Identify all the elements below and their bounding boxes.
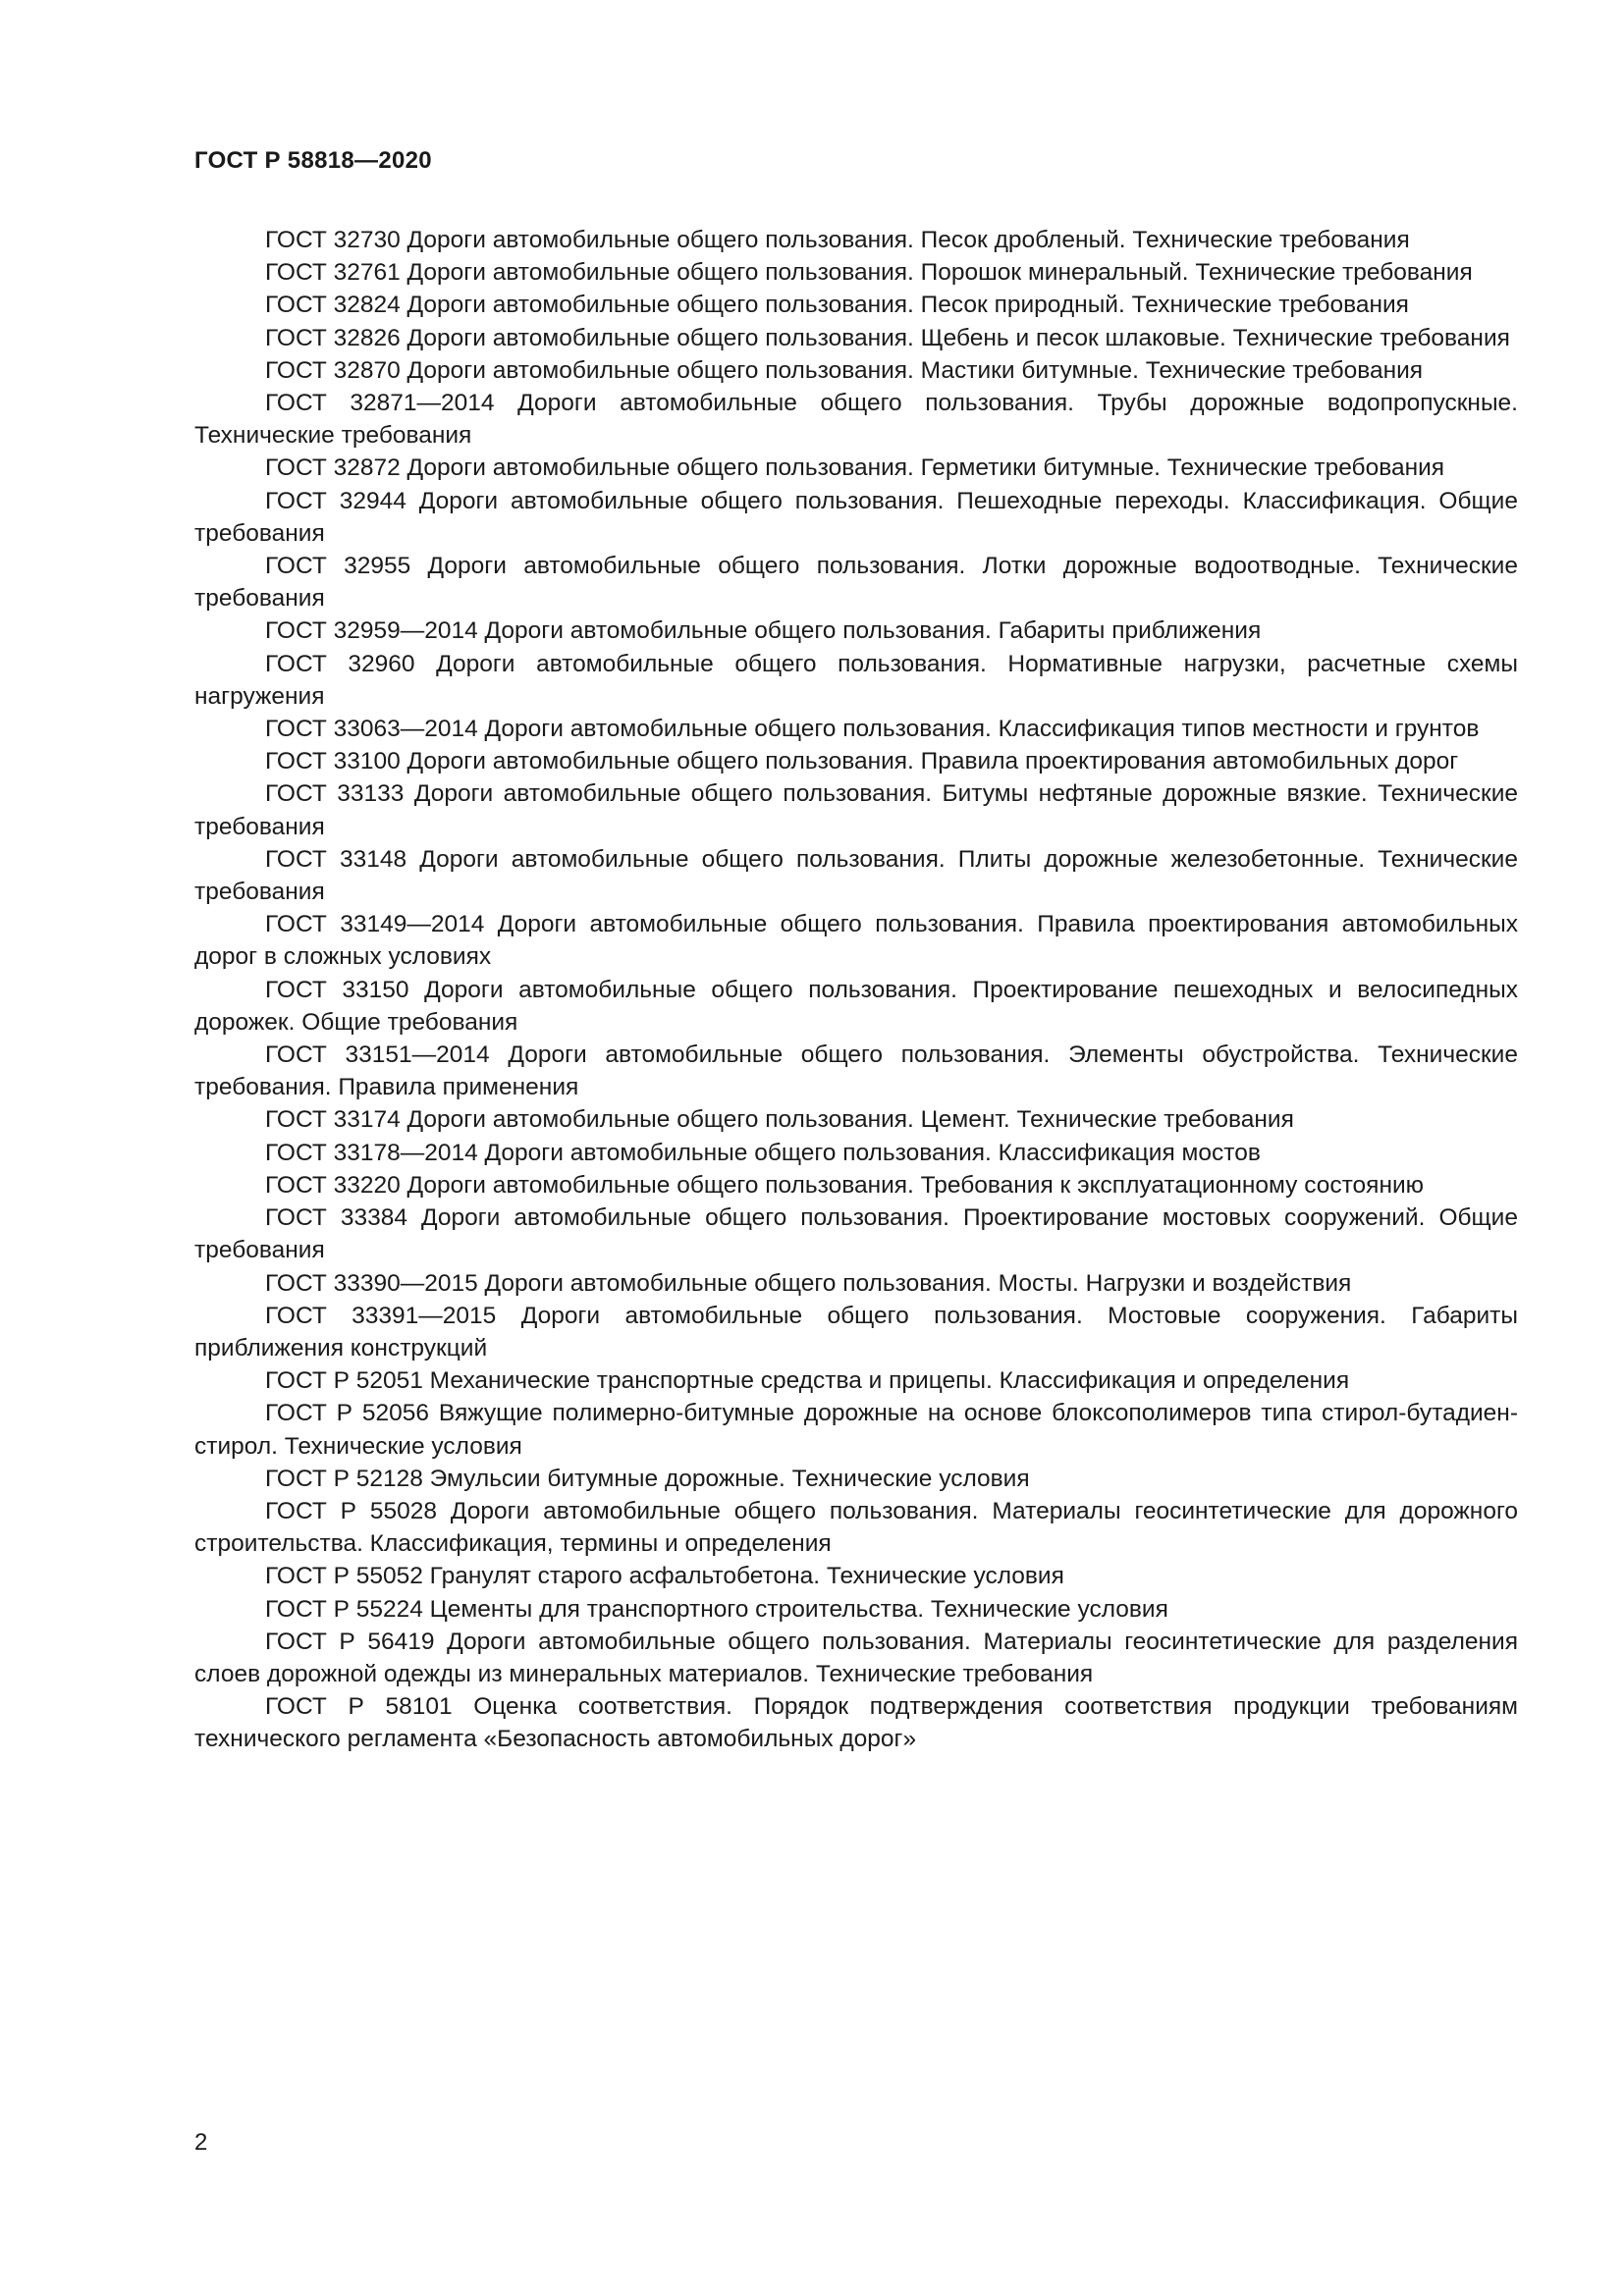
reference-item: ГОСТ 32960 Дороги автомобильные общего пользования. Нормативные нагрузки, расчетные схемы нагружения <box>194 650 1518 710</box>
reference-item: ГОСТ 33178—2014 Дороги автомобильные общего пользования. Классификация мостов <box>265 1139 1261 1166</box>
reference-item: ГОСТ 32959—2014 Дороги автомобильные общего пользования. Габариты приближения <box>265 617 1262 645</box>
reference-item: ГОСТ Р 56419 Дороги автомобильные общего пользования. Материалы геосинтетические для разделения слоев дорожной одежды из минеральных материалов. Технические требования <box>194 1628 1518 1687</box>
reference-item: ГОСТ 32955 Дороги автомобильные общего пользования. Лотки дорожные водоотводные. Технические требования <box>194 553 1518 613</box>
reference-item: ГОСТ 33174 Дороги автомобильные общего пользования. Цемент. Технические требования <box>265 1106 1294 1134</box>
normative-references-list <box>194 224 1518 1756</box>
reference-item: ГОСТ Р 55052 Гранулят старого асфальтобетона. Технические условия <box>265 1563 1064 1590</box>
reference-item: ГОСТ 33133 Дороги автомобильные общего пользования. Битумы нефтяные дорожные вязкие. Технические требования <box>194 780 1518 840</box>
reference-item: ГОСТ 32730 Дороги автомобильные общего пользования. Песок дробленый. Технические требования <box>265 227 1410 253</box>
reference-item: ГОСТ 33150 Дороги автомобильные общего пользования. Проектирование пешеходных и велосипедных дорожек. Общие требования <box>194 976 1518 1036</box>
reference-item: ГОСТ 33391—2015 Дороги автомобильные общего пользования. Мостовые сооружения. Габариты приближения конструкций <box>194 1302 1518 1362</box>
document-header: ГОСТ Р 58818—2020 <box>194 147 432 174</box>
reference-item: ГОСТ 32761 Дороги автомобильные общего пользования. Порошок минеральный. Технические требования <box>265 259 1473 287</box>
reference-item: ГОСТ 33151—2014 Дороги автомобильные общего пользования. Элементы обустройства. Технические требования. Правила применения <box>194 1041 1518 1101</box>
reference-item: ГОСТ Р 52056 Вяжущие полимерно-битумные дорожные на основе блоксополимеров типа стирол-бутадиен-стирол. Технические условия <box>194 1400 1518 1460</box>
reference-item: ГОСТ 33220 Дороги автомобильные общего пользования. Требования к эксплуатационному состоянию <box>265 1171 1425 1199</box>
reference-item: ГОСТ Р 52051 Механические транспортные средства и прицепы. Классификация и определения <box>265 1367 1350 1395</box>
reference-item: ГОСТ 33100 Дороги автомобильные общего пользования. Правила проектирования автомобильных дорог <box>265 748 1459 775</box>
reference-item: ГОСТ Р 55224 Цементы для транспортного строительства. Технические условия <box>265 1595 1168 1623</box>
reference-item: ГОСТ 33148 Дороги автомобильные общего пользования. Плиты дорожные железобетонные. Технические требования <box>194 845 1518 906</box>
reference-item: ГОСТ 33063—2014 Дороги автомобильные общего пользования. Классификация типов местности и грунтов <box>265 716 1480 743</box>
page-number: 2 <box>194 2129 208 2156</box>
reference-item: ГОСТ 32826 Дороги автомобильные общего пользования. Щебень и песок шлаковые. Технические требования <box>265 324 1510 351</box>
reference-item: ГОСТ 33384 Дороги автомобильные общего пользования. Проектирование мостовых сооружений. Общие требования <box>194 1204 1518 1264</box>
reference-item: ГОСТ 32944 Дороги автомобильные общего пользования. Пешеходные переходы. Классификация. Общие требования <box>194 487 1518 547</box>
reference-item: ГОСТ Р 52128 Эмульсии битумные дорожные. Технические условия <box>265 1465 1030 1492</box>
reference-item: ГОСТ 33390—2015 Дороги автомобильные общего пользования. Мосты. Нагрузки и воздействия <box>265 1269 1352 1297</box>
reference-item: ГОСТ 32824 Дороги автомобильные общего пользования. Песок природный. Технические требования <box>265 292 1409 319</box>
reference-item: ГОСТ 32870 Дороги автомобильные общего пользования. Мастики битумные. Технические требования <box>265 356 1424 384</box>
reference-item: ГОСТ Р 58101 Оценка соответствия. Порядок подтверждения соответствия продукции требованиям технического регламента «Безопасность автомобильных дорог» <box>194 1693 1518 1753</box>
reference-item: ГОСТ 32871—2014 Дороги автомобильные общего пользования. Трубы дорожные водопропускные. Технические требования <box>194 390 1518 450</box>
reference-item: ГОСТ 32872 Дороги автомобильные общего пользования. Герметики битумные. Технические требования <box>265 454 1445 482</box>
reference-item: ГОСТ Р 55028 Дороги автомобильные общего пользования. Материалы геосинтетические для дорожного строительства. Классификация, термины и определения <box>194 1497 1518 1558</box>
reference-item: ГОСТ 33149—2014 Дороги автомобильные общего пользования. Правила проектирования автомобильных дорог в сложных условиях <box>194 911 1518 971</box>
